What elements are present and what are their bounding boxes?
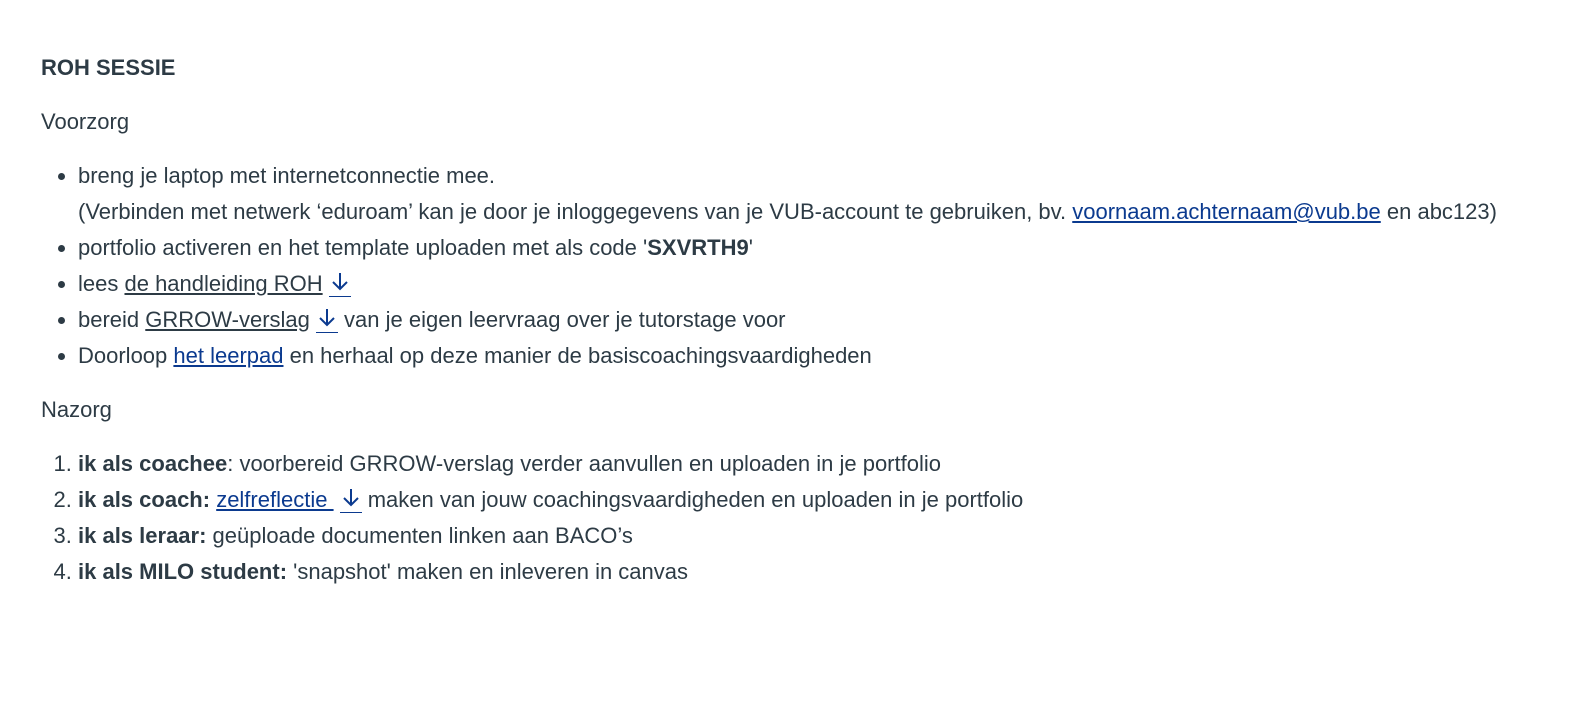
zelfreflectie-link[interactable]: zelfreflectie: [216, 487, 334, 512]
list-item-text: Doorloop: [78, 343, 174, 368]
page-title: ROH SESSIE: [41, 55, 176, 80]
list-item: [78, 338, 1576, 374]
handleiding-link[interactable]: de handleiding ROH: [124, 271, 323, 296]
list-item-text: maken van jouw coachingsvaardigheden en uploaden in je portfolio: [361, 487, 1024, 512]
list-item-text: breng je laptop met internetconnectie mee.: [78, 163, 496, 188]
list-item: [78, 302, 1576, 338]
list-item: [78, 518, 1576, 554]
list-item-role: ik als MILO student:: [78, 559, 288, 584]
voorzorg-list: [41, 158, 1576, 374]
nazorg-label: Nazorg: [41, 397, 112, 422]
list-item: [78, 554, 1576, 590]
grrow-verslag-link[interactable]: GRROW-verslag: [145, 307, 310, 332]
list-item-text: ': [748, 235, 753, 260]
list-item: [78, 446, 1576, 482]
list-item-text: en abc123): [1380, 199, 1497, 224]
portfolio-code: SXVRTH9: [647, 235, 749, 260]
list-item-subline: [78, 194, 1576, 230]
download-icon[interactable]: [340, 486, 362, 513]
list-item-role: ik als coach:: [78, 487, 217, 512]
list-item-text: (Verbinden met netwerk ‘eduroam’ kan je door je inloggegevens van je VUB-account te gebruiken, bv.: [78, 199, 1073, 224]
list-item: [78, 266, 1576, 302]
voorzorg-label: Voorzorg: [41, 109, 130, 134]
nazorg-list: [41, 446, 1576, 590]
list-item-text: portfolio activeren en het template uploaden met als code ': [78, 235, 648, 260]
email-link[interactable]: voornaam.achternaam@vub.be: [1072, 199, 1381, 224]
list-item-text: 'snapshot' maken en inleveren in canvas: [287, 559, 689, 584]
list-item-text: en herhaal op deze manier de basiscoachingsvaardigheden: [283, 343, 872, 368]
list-item-text: van je eigen leervraag over je tutorstage voor: [337, 307, 786, 332]
download-icon[interactable]: [316, 306, 338, 333]
leerpad-link[interactable]: het leerpad: [173, 343, 284, 368]
list-item: [78, 158, 1576, 230]
list-item-text: geüploade documenten linken aan BACO’s: [206, 523, 633, 548]
download-icon[interactable]: [329, 270, 351, 297]
list-item-text: : voorbereid GRROW-verslag verder aanvullen en uploaden in je portfolio: [227, 451, 941, 476]
list-item: [78, 230, 1576, 266]
list-item-text: lees: [78, 271, 125, 296]
list-item-text: bereid: [78, 307, 146, 332]
list-item-role: ik als leraar:: [78, 523, 207, 548]
list-item: [78, 482, 1576, 518]
list-item-role: ik als coachee: [78, 451, 228, 476]
